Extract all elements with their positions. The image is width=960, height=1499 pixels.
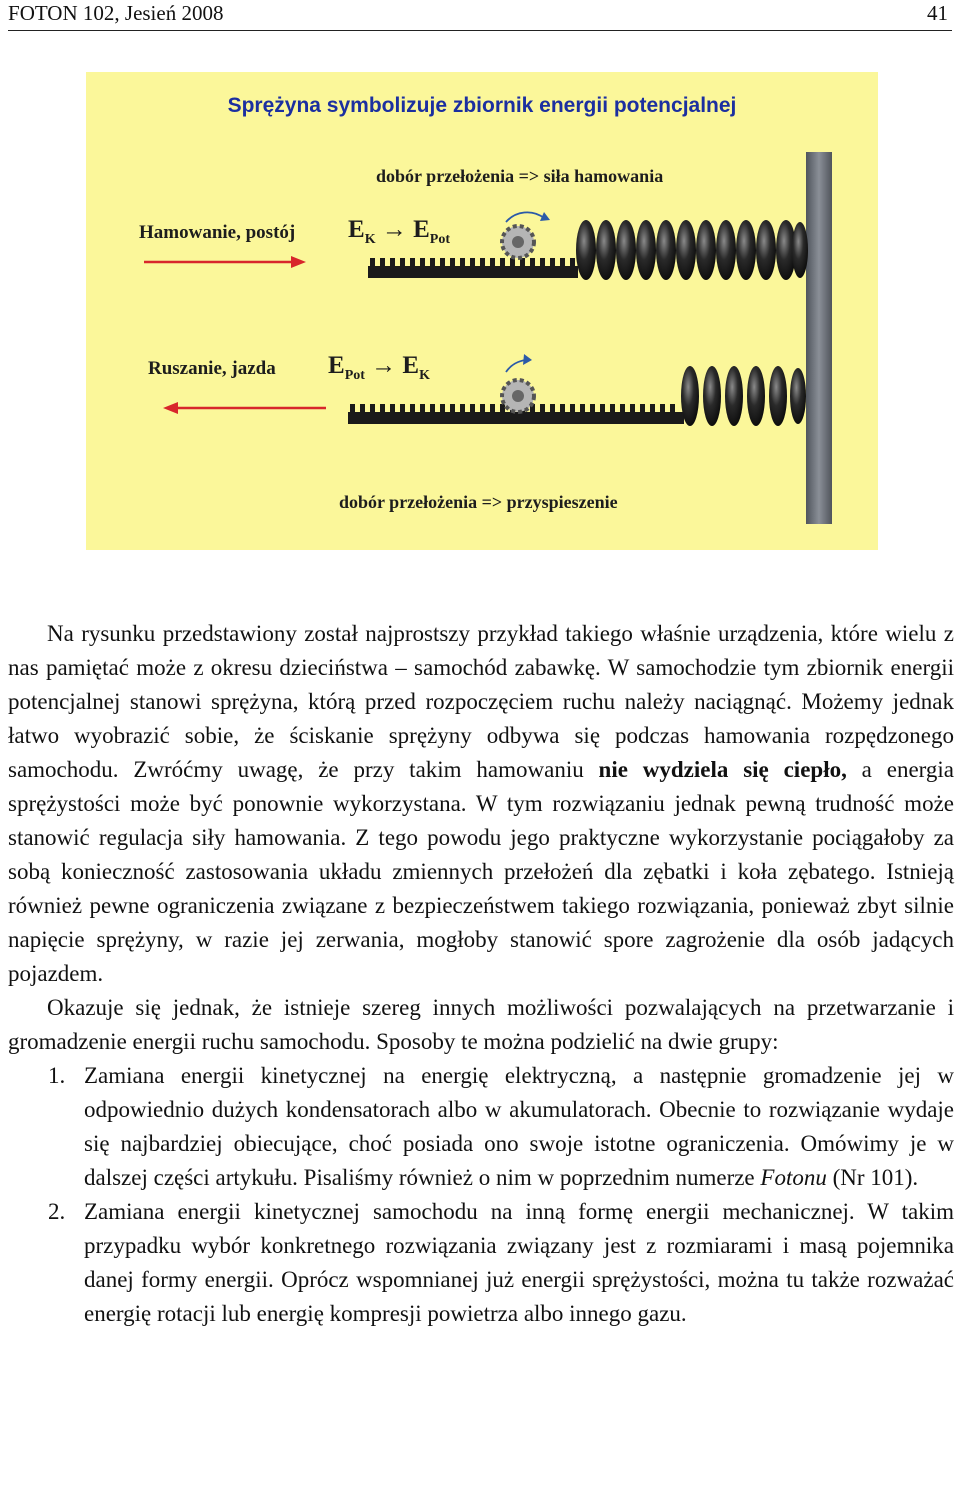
starting-arrow: [163, 402, 326, 414]
methods-list: [8, 1059, 954, 1331]
journal-issue: FOTON 102, Jesień 2008: [8, 1, 224, 25]
spring-energy-figure: [86, 72, 878, 550]
starting-formula: $E_{Pot} \to E_K$: [328, 352, 430, 383]
page-number: 41: [927, 1, 948, 25]
wall: [806, 152, 832, 524]
lower-gear-icon: [502, 354, 534, 412]
spring-mechanism-drawing: [86, 72, 878, 550]
upper-gear-icon: [502, 212, 550, 258]
running-header: [8, 0, 952, 31]
figure-title: Sprężyna symbolizuje zbiornik energii potencjalnej: [227, 94, 737, 117]
bottom-gear-label: dobór przełożenia => przyspieszenie: [339, 492, 618, 512]
top-gear-label: dobór przełożenia => siła hamowania: [376, 166, 664, 186]
upper-spring: [576, 220, 808, 280]
starting-label: Ruszanie, jazda: [148, 358, 276, 379]
braking-label: Hamowanie, postój: [139, 222, 296, 243]
upper-rack: [368, 258, 578, 278]
paragraph-2: Okazuje się jednak, że istnieje szereg innych możliwości pozwalających na przetwarzanie i gromadzenie energii ruchu samochodu. Sposoby te można podzielić na dwie grupy:: [8, 995, 954, 1054]
list-item: 2. Zamiana energii kinetycznej samochodu na inną formę energii mechanicznej. W takim przypadku wybór konkretnego rozwiązania związany jest z rozmiarami i masą pojemnika danej formy energii. Oprócz wspomnianej już energii sprężystości, można tu także rozważać energię rotacji lub energię kompresji powietrza albo innego gazu.: [48, 1199, 954, 1326]
list-item: 1. Zamiana energii kinetycznej na energię elektryczną, a następnie gromadzenie jej w odpowiednio dużych kondensatorach albo w akumulatorach. Obecnie to rozwiązanie wydaje się najbardziej obiecujące, choć posiada ono swoje istotne ograniczenia. Omówimy je w dalszej części artykułu. Pisaliśmy również o nim w poprzednim numerze Fotonu (Nr 101).: [48, 1063, 954, 1190]
lower-spring: [681, 366, 806, 426]
article-body: [8, 617, 954, 1331]
paragraph-1: Na rysunku przedstawiony został najprostszy przykład takiego właśnie urządzenia, które wielu z nas pamiętać może z okresu dzieciństwa – samochód zabawkę. W samochodzie tym zbiornik energii potencjalnej stanowi sprężyna, którą przed rozpoczęciem ruchu należy naciągnąć. Możemy jednak łatwo wyobrazić sobie, że ściskanie sprężyny odbywa się podczas hamowania rozpędzonego samochodu. Zwróćmy uwagę, że przy takim hamowaniu nie wydziela się ciepło, a energia sprężystości może być ponownie wykorzystana. W tym rozwiązaniu jednak pewną trudność może stanowić regulacja siły hamowania. Z tego powodu jego praktyczne wykorzystanie pociągałoby za sobą konieczność zastosowania układu zmiennych przełożeń dla zębatki i koła zębatego. Istnieją również pewne ograniczenia związane z bezpieczeństwem takiego rozwiązania, ponieważ zbyt silnie napięcie sprężyny, w razie jej zerwania, mogłoby stanowić spore zagrożenie dla osób jadących pojazdem.: [8, 621, 954, 986]
braking-formula: $E_K \to E_{Pot}$: [348, 216, 450, 247]
braking-arrow: [144, 256, 306, 268]
